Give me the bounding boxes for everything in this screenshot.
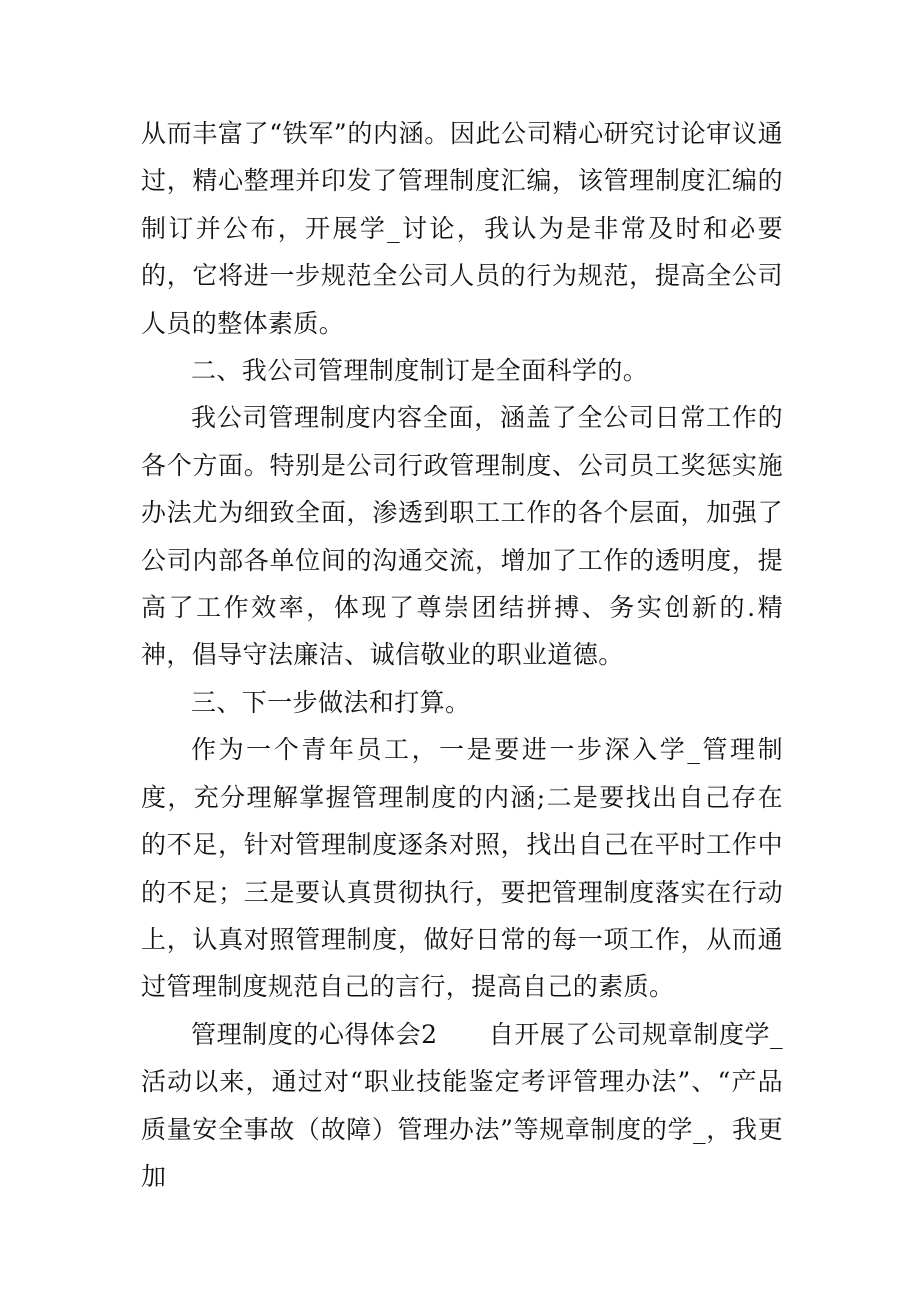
paragraph-intro-continuation: 从而丰富了“铁军”的内涵。因此公司精心研究讨论审议通过，精心整理并印发了管理制度汇编，该管理制度汇编的制订并公布，开展学_讨论，我认为是非常及时和必要的，它将进一步规范全公司人员的行为规范，提高全公司人员的整体素质。: [141, 119, 783, 338]
document-body: [141, 110, 783, 1200]
section-heading-2: 二、我公司管理制度制订是全面科学的。: [191, 356, 649, 386]
paragraph-essay-2-start: 管理制度的心得体会2 自开展了公司规章制度学_活动以来，通过对“职业技能鉴定考评管理办法”、“产品质量安全事故（故障）管理办法”等规章制度的学_，我更加: [141, 1019, 783, 1191]
paragraph-comprehensive: 我公司管理制度内容全面，涵盖了全公司日常工作的各个方面。特别是公司行政管理制度、公司员工奖惩实施办法尤为细致全面，渗透到职工工作的各个层面，加强了公司内部各单位间的沟通交流，增加了工作的透明度，提高了工作效率，体现了尊崇团结拼搏、务实创新的.精神，倡导守法廉洁、诚信敬业的职业道德。: [141, 403, 783, 670]
section-heading-3: 三、下一步做法和打算。: [191, 687, 471, 717]
paragraph-next-steps: 作为一个青年员工，一是要进一步深入学_管理制度，充分理解掌握管理制度的内涵;二是要找出自己存在的不足，针对管理制度逐条对照，找出自己在平时工作中的不足；三是要认真贯彻执行，要把管理制度落实在行动上，认真对照管理制度，做好日常的每一项工作，从而通过管理制度规范自己的言行，提高自己的素质。: [141, 735, 783, 1002]
